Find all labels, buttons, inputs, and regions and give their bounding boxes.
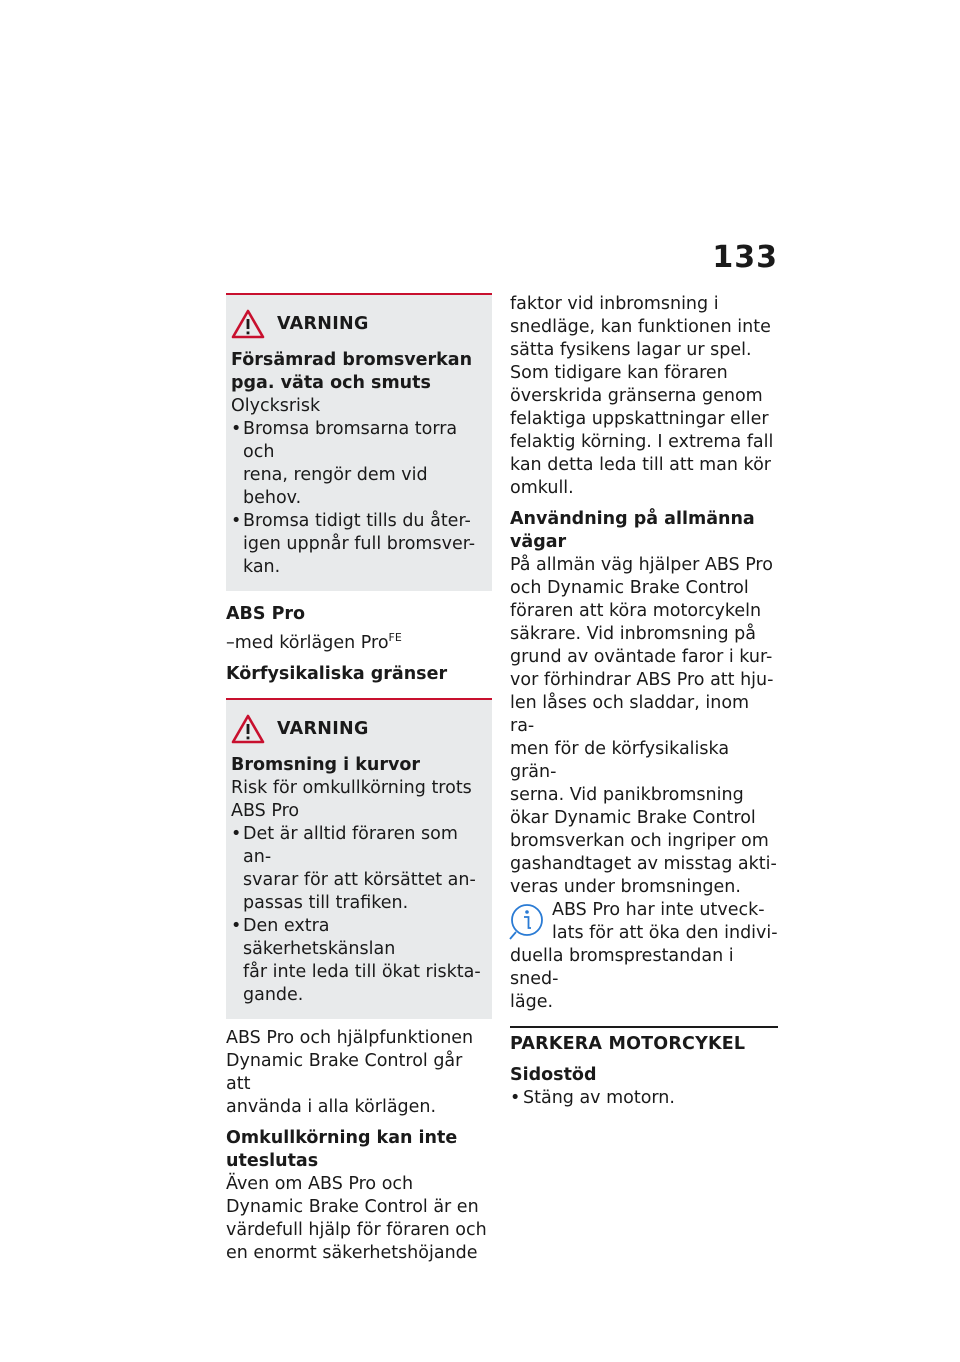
- warning-box-wet-brakes: [226, 293, 492, 591]
- list-item: • Det är alltid föraren som an- svarar för att körsättet an- passas till trafiken.: [231, 823, 486, 915]
- warning-heading: pga. väta och smuts: [231, 373, 431, 393]
- heading-physics-limits: Körfysikaliska gränser: [226, 664, 448, 684]
- paragraph-public-roads: På allmän väg hjälper ABS Pro och Dynamic Brake Control föraren att köra motorcykeln säkrare. Vid inbromsning på grund av oväntade faror i kur- vor förhindrar ABS Pro att hju- len låses och sladdar, inom ra- men för de körfysikaliska grän- serna. Vid panikbromsning ökar Dynamic Brake Control bromsverkan och ingriper om gashandtaget av misstag akti- veras under bromsningen.: [510, 555, 777, 897]
- warning-header: [231, 714, 486, 744]
- section-heading-parking: PARKERA MOTORCYKEL: [510, 1026, 778, 1056]
- paragraph-continued: faktor vid inbromsning i snedläge, kan funktionen inte sätta fysikens lagar ur spel. Som tidigare kan föraren överskrida gränserna genom felaktiga uppskattningar eller felaktig körning. I extrema fall kan detta leda till att man kör omkull.: [510, 294, 774, 498]
- list-item: • Bromsa bromsarna torra och rena, rengör dem vid behov.: [231, 418, 486, 510]
- page-number: 133: [712, 240, 778, 275]
- list-item: • Den extra säkerhetskänslan får inte leda till ökat riskta- gande.: [231, 915, 486, 1007]
- warning-bullets: [231, 418, 486, 579]
- warning-triangle-icon: [231, 309, 265, 339]
- warning-heading: Bromsning i kurvor: [231, 755, 421, 775]
- warning-risk: Olycksrisk: [231, 396, 321, 416]
- list-item: • Stäng av motorn.: [510, 1087, 778, 1110]
- info-note: ABS Pro har inte utveck- lats för att öka den indivi- duella bromsprestandan i sned- läge.: [510, 900, 778, 1012]
- heading-rollover: Omkullkörning kan inte: [226, 1128, 458, 1148]
- heading-rollover: uteslutas: [226, 1151, 319, 1171]
- info-icon: [508, 899, 548, 943]
- paragraph-rollover: Även om ABS Pro och Dynamic Brake Control är en värdefull hjälp för föraren och en enormt säkerhetshöjande: [226, 1174, 487, 1263]
- right-column: [510, 293, 778, 1110]
- side-stand-steps: [510, 1087, 778, 1110]
- heading-side-stand: Sidostöd: [510, 1065, 597, 1085]
- warning-risk: ABS Pro: [231, 801, 300, 821]
- section-heading-abs-pro: ABS Pro: [226, 604, 306, 624]
- warning-triangle-icon: [231, 714, 265, 744]
- list-item: • Bromsa tidigt tills du åter- igen uppnår full bromsver- kan.: [231, 510, 486, 579]
- heading-public-roads: vägar: [510, 532, 567, 552]
- heading-public-roads: Användning på allmänna: [510, 509, 755, 529]
- warning-title: VARNING: [277, 314, 369, 334]
- left-column: [226, 293, 492, 1265]
- abs-subtitle: –med körlägen Pro$^{FE}$: [226, 631, 402, 653]
- warning-bullets: [231, 823, 486, 1007]
- warning-header: [231, 309, 486, 339]
- paragraph-modes: ABS Pro och hjälpfunktionen Dynamic Brake Control går att använda i alla körlägen.: [226, 1028, 474, 1117]
- warning-box-curves: [226, 698, 492, 1019]
- warning-title: VARNING: [277, 719, 369, 739]
- option-superscript: FE: [388, 631, 402, 644]
- warning-heading: Försämrad bromsverkan: [231, 350, 473, 370]
- warning-risk: Risk för omkullkörning trots: [231, 778, 472, 798]
